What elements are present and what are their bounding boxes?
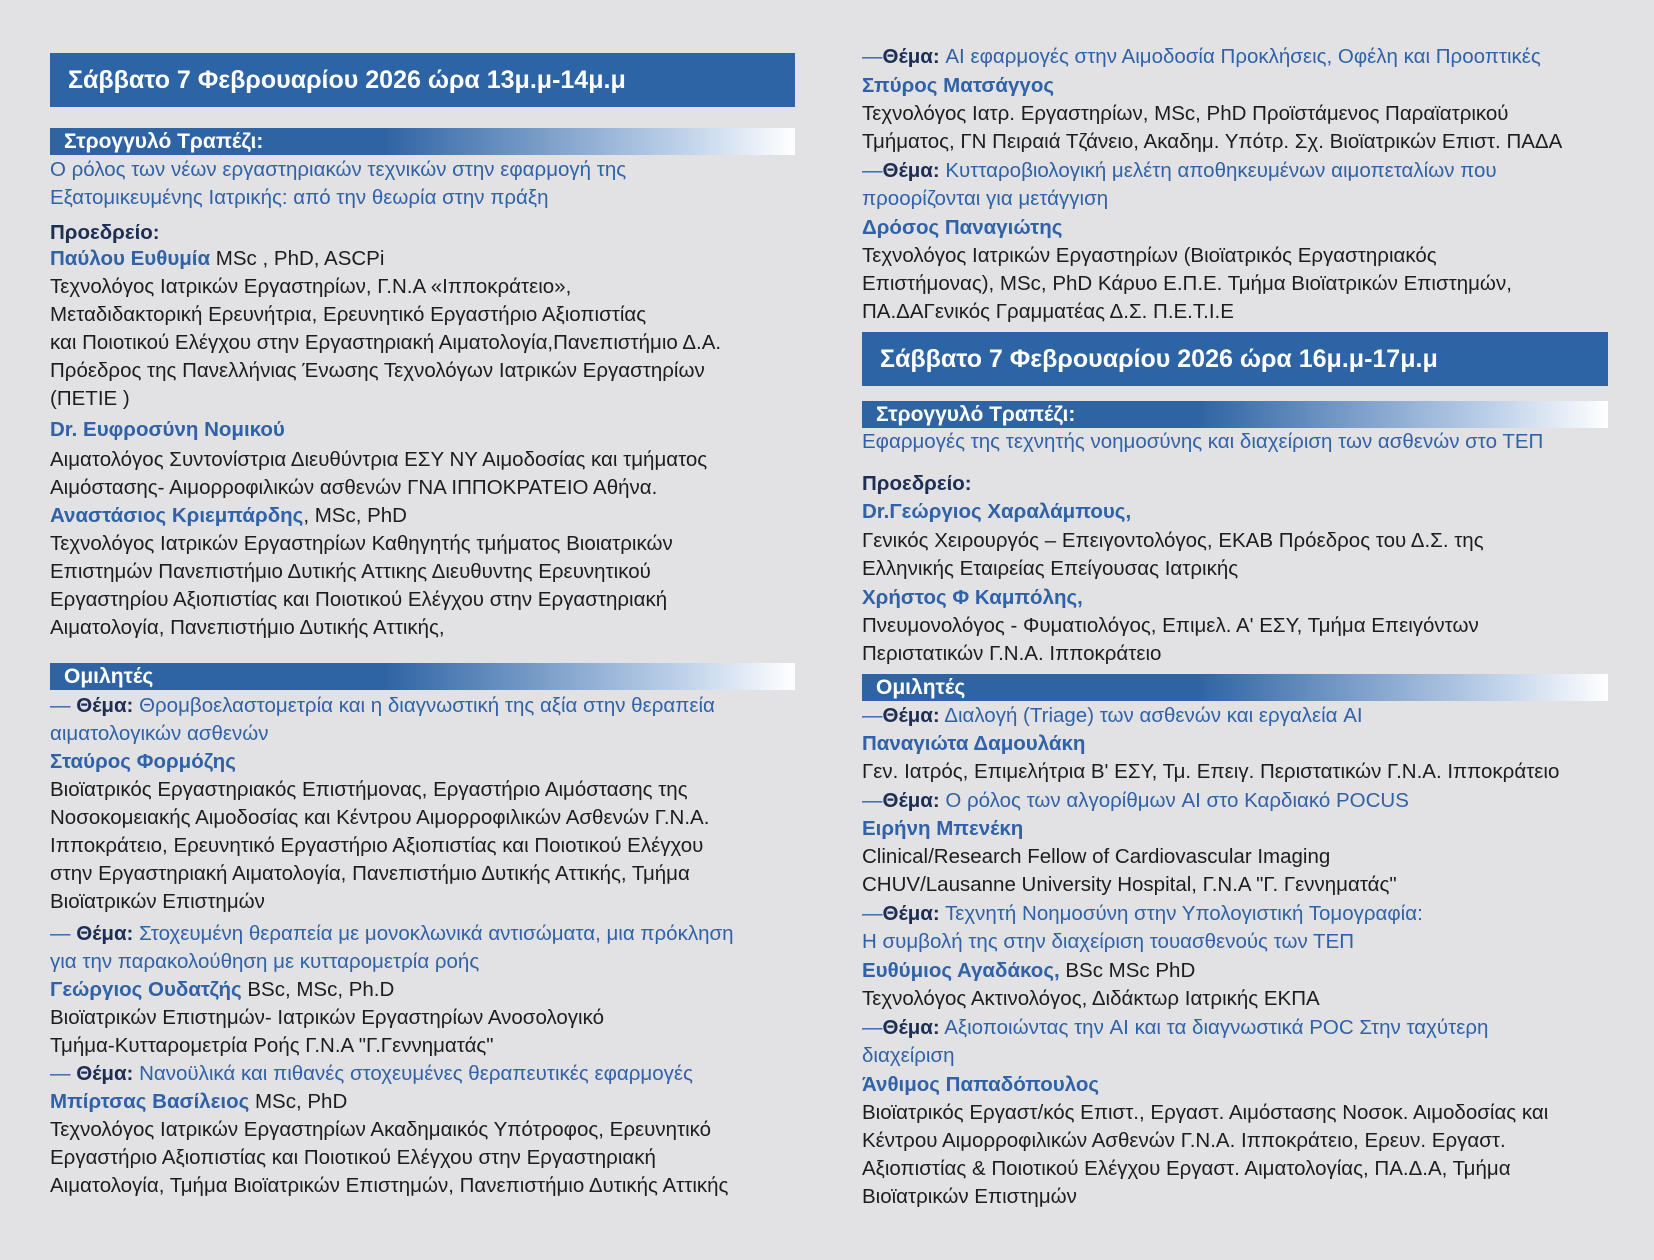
affiliation-line: Ελληνικής Εταιρείας Επείγουσας Ιατρικής — [862, 557, 1239, 580]
presidium-label: Προεδρείο: — [50, 221, 160, 244]
topic-line — [862, 1014, 1488, 1042]
speaker-name-line — [50, 1088, 347, 1116]
speaker-name-line — [862, 1071, 1099, 1099]
topic-text: Διαλογή (Triage) των ασθενών και εργαλεία AI — [944, 704, 1363, 727]
affiliation-line: Πρόεδρος της Πανελλήνιας Ένωσης Τεχνολόγων Ιατρικών Εργαστηρίων — [50, 359, 705, 382]
speaker-name-line — [862, 815, 1023, 843]
affiliation-line: Επιστήμονας), MSc, PhD Κάρυο Ε.Π.Ε. Τμήμα Βιοϊατρικών Επιστημών, — [862, 272, 1512, 295]
topic-text: Κυτταροβιολογική μελέτη αποθηκευμένων αιμοπεταλίων που — [945, 159, 1497, 182]
presidium-name-line — [50, 502, 407, 530]
person-degrees: MSc , PhD, ASCPi — [210, 247, 385, 270]
round-table-title-line: Ο ρόλος των νέων εργαστηριακών τεχνικών στην εφαρμογή της — [50, 158, 627, 181]
topic-text: Στοχευμένη θεραπεία με μονοκλωνικά αντισώματα, μια πρόκληση — [139, 922, 734, 945]
affiliation-line: Βιοϊατρικών Επιστημών — [862, 1185, 1077, 1208]
person-name: Παναγιώτα Δαμουλάκη — [862, 732, 1086, 755]
topic-line — [50, 920, 734, 948]
session-header-right: Σάββατο 7 Φεβρουαρίου 2026 ώρα 16μ.μ-17μ.μ — [862, 332, 1608, 386]
topic-line — [50, 692, 715, 720]
person-name: Ευθύμιος Αγαδάκος, — [862, 959, 1060, 982]
affiliation-line: Επιστημών Πανεπιστήμιο Δυτικής Αττικης Διευθυντης Ερευνητικού — [50, 560, 651, 583]
thema-dash: — — [50, 1062, 71, 1085]
affiliation-line: Τεχνολόγος Ιατρ. Εργαστηρίων, MSc, PhD Προϊστάμενος Παραϊατρικού — [862, 102, 1509, 125]
thema-label: Θέμα: — [882, 902, 940, 925]
thema-dash: — — [862, 45, 883, 68]
affiliation-line: Ιπποκράτειο, Ερευνητικό Εργαστήριο Αξιοπιστίας και Ποιοτικού Ελέγχου — [50, 834, 704, 857]
person-degrees: MSc, PhD — [249, 1090, 348, 1113]
person-name: Γεώργιος Ουδατζής — [50, 978, 242, 1001]
round-table-title-line: Εφαρμογές της τεχνητής νοημοσύνης και διαχείριση των ασθενών στο ΤΕΠ — [862, 430, 1544, 453]
thema-dash: — — [50, 694, 71, 717]
person-name: Dr. Ευφροσύνη Νομικού — [50, 418, 285, 441]
thema-label: Θέμα: — [882, 1016, 940, 1039]
topic-text: Νανοϋλικά και πιθανές στοχευμένες θεραπευτικές εφαρμογές — [139, 1062, 693, 1085]
speakers-bar-right: Ομιλητές — [862, 674, 1608, 701]
affiliation-line: Τεχνολόγος Ιατρικών Εργαστηρίων (Βιοϊατρικός Εργαστηριακός — [862, 244, 1437, 267]
thema-label: Θέμα: — [76, 694, 134, 717]
topic-text: Θρομβοελαστομετρία και η διαγνωστική της αξία στην θεραπεία — [139, 694, 715, 717]
topic-line — [862, 43, 1541, 71]
topic-line — [862, 900, 1423, 928]
topic-text: Αξιοποιώντας την AI και τα διαγνωστικά POC Στην ταχύτερη — [944, 1016, 1489, 1039]
session-header-left: Σάββατο 7 Φεβρουαρίου 2026 ώρα 13μ.μ-14μ.μ — [50, 53, 795, 107]
affiliation-line: Τεχνολόγος Ακτινολόγος, Διδάκτωρ Ιατρικής ΕΚΠΑ — [862, 987, 1320, 1010]
topic-text: για την παρακολούθηση με κυτταρομετρία ροής — [50, 950, 480, 973]
topic-text: Τεχνητή Νοημοσύνη στην Υπολογιστική Τομογραφία: — [945, 902, 1423, 925]
affiliation-line: Νοσοκομειακής Αιμοδοσίας και Κέντρου Αιμορροφιλικών Ασθενών Γ.Ν.Α. — [50, 806, 710, 829]
affiliation-line: Τεχνολόγος Ιατρικών Εργαστηρίων, Γ.Ν.Α «Ιπποκράτειο», — [50, 275, 572, 298]
thema-dash: — — [862, 902, 883, 925]
speaker-name-line — [862, 214, 1062, 242]
affiliation-line: Πνευμονολόγος - Φυματιολόγος, Επιμελ. Α' ΕΣΥ, Τμήμα Επειγόντων — [862, 614, 1479, 637]
affiliation-line: (ΠΕΤΙΕ ) — [50, 387, 130, 410]
person-name: Ειρήνη Μπενέκη — [862, 817, 1024, 840]
thema-label: Θέμα: — [76, 922, 134, 945]
affiliation-line: Αιματολογία, Τμήμα Βιοϊατρικών Επιστημών, Πανεπιστήμιο Δυτικής Αττικής — [50, 1174, 729, 1197]
affiliation-line: Περιστατικών Γ.Ν.Α. Ιπποκράτειο — [862, 642, 1162, 665]
affiliation-line: Αιματολογία, Πανεπιστήμιο Δυτικής Αττικής, — [50, 616, 445, 639]
affiliation-line: Εργαστηρίου Αξιοπιστίας και Ποιοτικού Ελέγχου στην Εργαστηριακή — [50, 588, 668, 611]
presidium-name-line — [50, 245, 384, 273]
thema-dash: — — [50, 922, 71, 945]
round-table-title-line: Εξατομικευμένης Ιατρικής: από την θεωρία στην πράξη — [50, 186, 549, 209]
person-name: Σταύρος Φορμόζης — [50, 750, 236, 773]
affiliation-line: στην Εργαστηριακή Αιματολογία, Πανεπιστήμιο Δυτικής Αττικής, Τμήμα — [50, 862, 690, 885]
speaker-name-line — [50, 748, 236, 776]
thema-dash: — — [862, 159, 883, 182]
round-table-bar-right: Στρογγυλό Τραπέζι: — [862, 401, 1608, 428]
topic-text: AI εφαρμογές στην Αιμοδοσία Προκλήσεις, Οφέλη και Προοπτικές — [945, 45, 1541, 68]
topic-text: διαχείριση — [862, 1044, 955, 1067]
presidium-name-line — [862, 584, 1083, 612]
affiliation-line: ΠΑ.ΔΑΓενικός Γραμματέας Δ.Σ. Π.Ε.Τ.Ι.Ε — [862, 300, 1234, 323]
affiliation-line: Τεχνολόγος Ιατρικών Εργαστηρίων Ακαδημαικός Υπότροφος, Ερευνητικό — [50, 1118, 712, 1141]
round-table-bar-left: Στρογγυλό Τραπέζι: — [50, 128, 795, 155]
thema-label: Θέμα: — [76, 1062, 134, 1085]
person-name: Αναστάσιος Κριεμπάρδης — [50, 504, 304, 527]
affiliation-line: Αιματολόγος Συντονίστρια Διευθύντρια ΕΣΥ ΝΥ Αιμοδοσίας και τμήματος — [50, 448, 708, 471]
affiliation-line: Μεταδιδακτορική Ερευνήτρια, Ερευνητικό Εργαστήριο Αξιοπιστίας — [50, 303, 647, 326]
person-name: Παύλου Ευθυμία — [50, 247, 211, 270]
person-degrees: , MSc, PhD — [303, 504, 407, 527]
speaker-name-line — [862, 730, 1085, 758]
affiliation-line: και Ποιοτικού Ελέγχου στην Εργαστηριακή Αιματολογία,Πανεπιστήμιο Δ.Α. — [50, 331, 722, 354]
affiliation-line: Αιμόστασης- Αιμορροφιλικών ασθενών ΓΝΑ ΙΠΠΟΚΡΑΤΕΙΟ Αθήνα. — [50, 476, 658, 499]
topic-line — [862, 787, 1409, 815]
presidium-name-line — [862, 498, 1131, 526]
affiliation-line: Εργαστήριο Αξιοπιστίας και Ποιοτικού Ελέγχου στην Εργαστηριακή — [50, 1146, 656, 1169]
thema-label: Θέμα: — [882, 45, 940, 68]
affiliation-line: Γεν. Ιατρός, Επιμελήτρια Β' ΕΣΥ, Τμ. Επειγ. Περιστατικών Γ.Ν.Α. Ιπποκράτειο — [862, 760, 1560, 783]
person-name: Σπύρος Ματσάγγος — [862, 74, 1055, 97]
topic-line — [862, 702, 1363, 730]
thema-dash: — — [862, 789, 883, 812]
topic-line — [50, 1060, 693, 1088]
person-name: Μπίρτσας Βασίλειος — [50, 1090, 250, 1113]
speakers-bar-left: Ομιλητές — [50, 663, 795, 690]
affiliation-line: Τεχνολόγος Ιατρικών Εργαστηρίων Καθηγητής τμήματος Βιοιατρικών — [50, 532, 673, 555]
speaker-name-line — [50, 976, 394, 1004]
person-degrees: BSc, MSc, Ph.D — [241, 978, 395, 1001]
topic-text: αιματολογικών ασθενών — [50, 722, 269, 745]
person-name: Δρόσος Παναγιώτης — [862, 216, 1063, 239]
thema-label: Θέμα: — [882, 789, 940, 812]
thema-dash: — — [862, 704, 883, 727]
speaker-name-line — [862, 72, 1054, 100]
thema-label: Θέμα: — [882, 159, 940, 182]
topic-line — [862, 157, 1497, 185]
affiliation-line: Γενικός Χειρουργός – Επειγοντολόγος, ΕΚΑΒ Πρόεδρος του Δ.Σ. της — [862, 529, 1484, 552]
affiliation-line: Αξιοπιστίας & Ποιοτικού Ελέγχου Εργαστ. Αιματολογίας, ΠΑ.Δ.Α, Τμήμα — [862, 1157, 1511, 1180]
speaker-name-line — [862, 957, 1195, 985]
person-name: Χρήστος Φ Καμπόλης, — [862, 586, 1083, 609]
topic-text: Η συμβολή της στην διαχείριση τουασθενούς των ΤΕΠ — [862, 930, 1355, 953]
affiliation-line: Βιοϊατρικών Επιστημών- Ιατρικών Εργαστηρίων Ανοσολογικό — [50, 1006, 605, 1029]
affiliation-line: Βιοϊατρικών Επιστημών — [50, 890, 265, 913]
presidium-label: Προεδρείο: — [862, 472, 972, 495]
affiliation-line: CHUV/Lausanne University Hospital, Γ.Ν.Α "Γ. Γεννηματάς" — [862, 873, 1397, 896]
topic-text: Ο ρόλος των αλγορίθμων AI στο Καρδιακό POCUS — [945, 789, 1409, 812]
affiliation-line: Κέντρου Αιμορροφιλικών Ασθενών Γ.Ν.Α. Ιπποκράτειο, Ερευν. Εργαστ. — [862, 1129, 1506, 1152]
affiliation-line: Τμήματος, ΓΝ Πειραιά Τζάνειο, Ακαδημ. Υπότρ. Σχ. Βιοϊατρικών Επιστ. ΠΑΔΑ — [862, 130, 1563, 153]
affiliation-line: Clinical/Research Fellow of Cardiovascular Imaging — [862, 845, 1331, 868]
affiliation-line: Βιοϊατρικός Εργαστηριακός Επιστήμονας, Εργαστήριο Αιμόστασης της — [50, 778, 688, 801]
person-name: Dr.Γεώργιος Χαραλάμπους, — [862, 500, 1132, 523]
affiliation-line: Βιοϊατρικός Εργαστ/κός Επιστ., Εργαστ. Αιμόστασης Νοσοκ. Αιμοδοσίας και — [862, 1101, 1549, 1124]
person-name: Άνθιμος Παπαδόπουλος — [862, 1073, 1100, 1096]
topic-text: προορίζονται για μετάγγιση — [862, 187, 1109, 210]
person-degrees: BSc MSc PhD — [1059, 959, 1196, 982]
thema-label: Θέμα: — [882, 704, 940, 727]
thema-dash: — — [862, 1016, 883, 1039]
affiliation-line: Τμήμα-Κυτταρομετρία Ροής Γ.Ν.Α "Γ.Γεννηματάς" — [50, 1034, 494, 1057]
presidium-name-line — [50, 416, 285, 444]
